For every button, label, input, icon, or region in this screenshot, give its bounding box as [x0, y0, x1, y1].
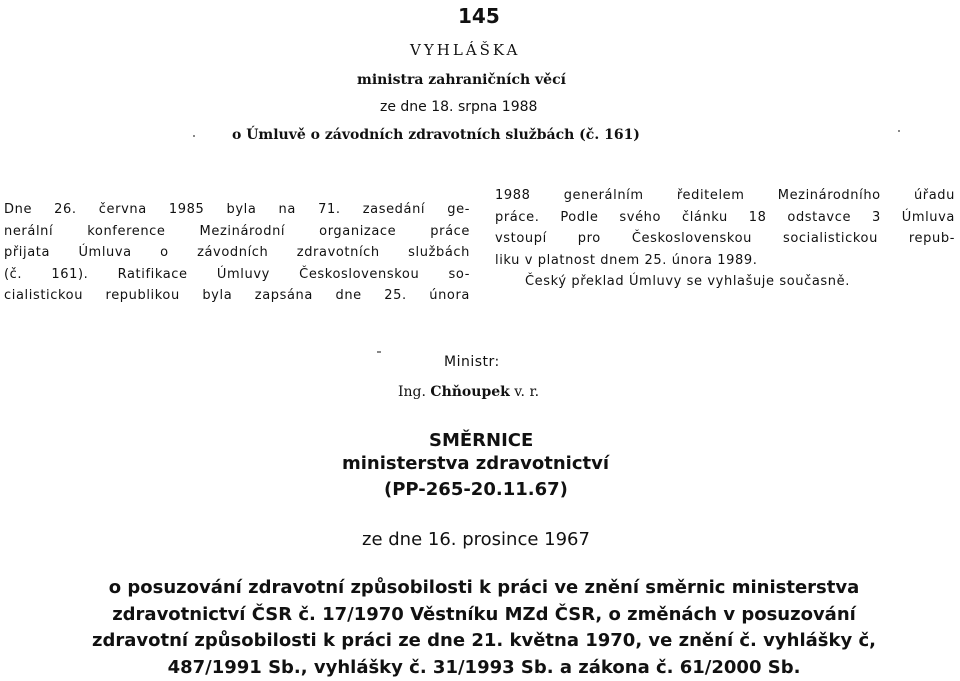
body-line: cialistickou republikou byla zapsána dne 25. února [4, 285, 470, 307]
body-line: nerální konference Mezinárodní organizace práce [4, 221, 470, 243]
scan-speck [898, 130, 900, 132]
signature-title: Ing. [398, 384, 426, 400]
body-line: práce. Podle svého článku 18 odstavce 3 Úmluva [495, 207, 955, 229]
directive-date: ze dne 16. prosince 1967 [362, 529, 590, 550]
directive-subject [44, 575, 924, 681]
directive-subject-line: zdravotní způsobilosti k práci ze dne 21. května 1970, ve znění č. vyhlášky č, [44, 628, 924, 655]
scan-speck [377, 351, 381, 353]
signature-suffix: v. r. [514, 384, 539, 400]
directive-issuer: ministerstva zdravotnictví [342, 453, 609, 474]
decree-number: 145 [458, 4, 500, 28]
decree-body-left-column [4, 199, 470, 307]
body-line: (č. 161). Ratifikace Úmluvy Československou so- [4, 264, 470, 286]
directive-subject-line: o posuzování zdravotní způsobilosti k práci ve znění směrnic ministerstva [44, 575, 924, 602]
scan-speck [193, 135, 195, 137]
body-line: Dne 26. června 1985 byla na 71. zasedání ge- [4, 199, 470, 221]
directive-subject-line: 487/1991 Sb., vyhlášky č. 31/1993 Sb. a zákona č. 61/2000 Sb. [44, 655, 924, 681]
directive-title: SMĚRNICE [429, 430, 533, 451]
body-line: přijata Úmluva o závodních zdravotních službách [4, 242, 470, 264]
signature-row [398, 384, 539, 400]
decree-title: VYHLÁŠKA [410, 41, 520, 59]
body-line: Český překlad Úmluvy se vyhlašuje současně. [495, 271, 955, 293]
signature-label: Ministr: [444, 354, 500, 370]
decree-subject: o Úmluvě o závodních zdravotních službách (č. 161) [232, 127, 640, 143]
decree-issuer: ministra zahraničních věcí [357, 72, 566, 88]
body-line: 1988 generálním ředitelem Mezinárodního úřadu [495, 185, 955, 207]
directive-code: (PP-265-20.11.67) [384, 479, 568, 500]
body-line: liku v platnost dnem 25. února 1989. [495, 250, 955, 272]
directive-subject-line: zdravotnictví ČSR č. 17/1970 Věstníku MZd ČSR, o změnách v posuzování [44, 602, 924, 629]
decree-body-right-column [495, 185, 955, 293]
decree-date: ze dne 18. srpna 1988 [380, 99, 537, 115]
signature-name: Chňoupek [430, 384, 509, 400]
body-line: vstoupí pro Československou socialistickou repub- [495, 228, 955, 250]
